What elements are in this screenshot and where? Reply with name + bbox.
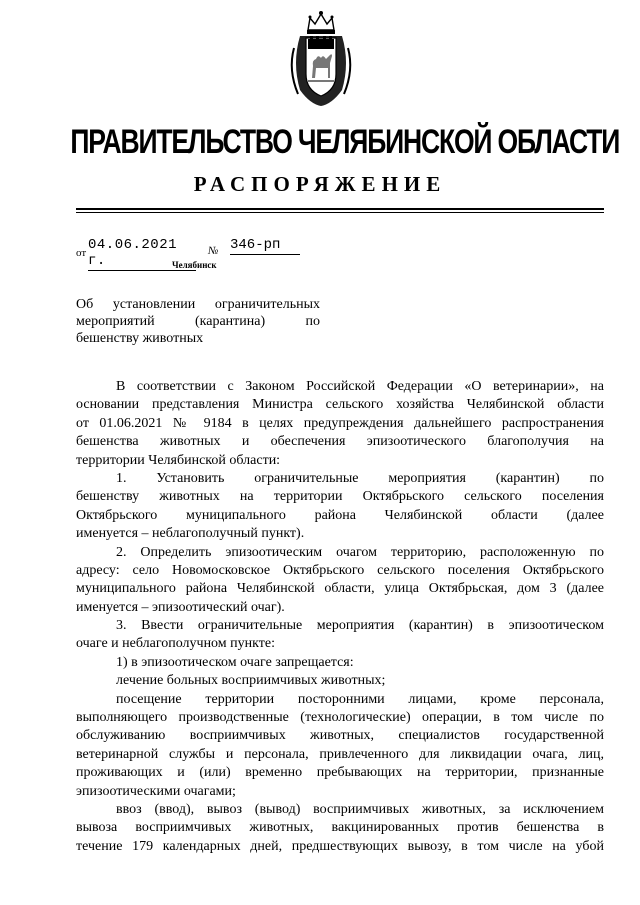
body-line: бешенства животных и обеспечения эпизоотического благополучия на (76, 434, 604, 450)
body-line: В соответствии с Законом Российской Федерации «О ветеринарии», на (116, 379, 604, 394)
body-line: именуется – эпизоотический очаг). (76, 599, 285, 615)
city-label: Челябинск (172, 260, 217, 270)
body-line: основании представления Министра сельского хозяйства Челябинской области (76, 397, 604, 413)
body-line: 3. Ввести ограничительные мероприятия (карантин) в эпизоотическом (116, 618, 604, 634)
body-line: адресу: село Новомосковское Октябрьского сельского поселения Октябрьского (76, 562, 604, 578)
body-line: выполняющего производственные (технологические) операции, в том числе по (76, 710, 604, 726)
subject-line: мероприятий (карантина) по (76, 314, 320, 329)
body-line: бешенству животных на территории Октябрьского сельского поселения (76, 489, 604, 505)
body-line: Октябрьского муниципального района Челябинской области (далее (76, 507, 604, 523)
body-line: течение 179 календарных дней, предшествующих вывозу, в том числе на убой (76, 838, 604, 854)
body-line: вывоза восприимчивых животных, вакцинированных против бешенства в (76, 820, 604, 836)
document-type: РАСПОРЯЖЕНИЕ (193, 172, 447, 196)
body-line: от 01.06.2021 № 9184 в целях предупреждения дальнейшего распространения (76, 415, 604, 431)
body-line: 2. Определить эпизоотическим очагом территорию, расположенную по (116, 544, 604, 560)
body-line: муниципального района Челябинской области, улица Октябрьская, дом 3 (далее (76, 581, 604, 597)
document-body (76, 378, 604, 856)
body-line: посещение территории посторонними лицами, кроме персонала, (116, 691, 604, 707)
subject-line: бешенству животных (76, 331, 204, 346)
chelyabinsk-coat-of-arms-icon (286, 8, 356, 108)
body-line: территории Челябинской области: (76, 452, 281, 468)
number-label: № (208, 245, 219, 257)
header-divider-thin (76, 212, 604, 213)
body-line: ветеринарной службы и персонала, привлеченного для ликвидации очага, лиц, (76, 746, 604, 762)
document-subject (76, 296, 320, 347)
body-line: лечение больных восприимчивых животных; (116, 673, 386, 689)
government-title: ПРАВИТЕЛЬСТВО ЧЕЛЯБИНСКОЙ ОБЛАСТИ (70, 123, 620, 161)
header-divider-thick (76, 208, 604, 210)
body-line: очаге и неблагополучном пункте: (76, 636, 275, 652)
document-number: 346-рп (230, 237, 300, 255)
body-line: 1. Установить ограничительные мероприятия (карантин) по (116, 470, 604, 486)
document-date: 04.06.2021 г. (88, 237, 196, 271)
date-label: от (76, 247, 87, 259)
body-line: проживающих и (или) временно пребывающих на территории, признанные (76, 765, 604, 781)
body-line: именуется – неблагополучный пункт). (76, 526, 305, 542)
body-line: обслуживанию восприимчивых животных, специалистов государственной (76, 728, 604, 744)
body-line: эпизоотическими очагами; (76, 783, 236, 799)
subject-line: Об установлении ограничительных (76, 297, 320, 312)
body-line: 1) в эпизоотическом очаге запрещается: (116, 654, 354, 670)
body-line: ввоз (ввод), вывоз (вывод) восприимчивых животных, за исключением (116, 801, 604, 817)
